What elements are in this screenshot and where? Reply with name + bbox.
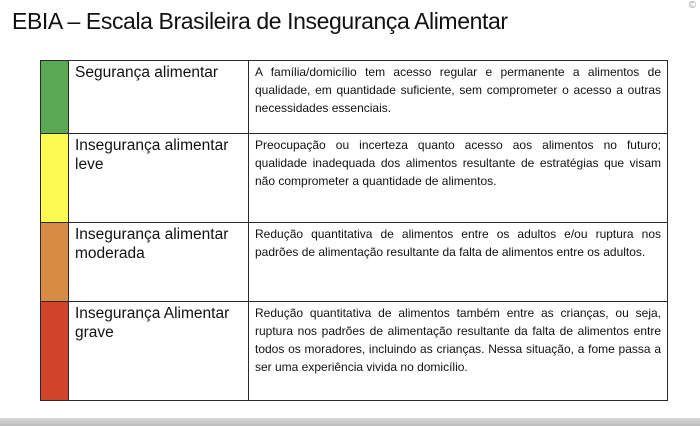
page-title: EBIA – Escala Brasileira de Insegurança Alimentar	[12, 8, 508, 34]
level-description: Redução quantitativa de alimentos também entre as crianças, ou seja, ruptura nos padrões de alimentação resultante da falta de alimentos entre todos os moradores, incluindo as crianças. Nessa situação, a fome passa a ser uma experiência vivida no domicílio.	[249, 302, 668, 401]
table-row-food-security	[41, 61, 668, 134]
bottom-divider	[0, 418, 700, 426]
table-row-severe-insecurity	[41, 302, 668, 401]
level-label: Insegurança alimentar moderada	[69, 223, 249, 302]
color-swatch-orange	[41, 223, 69, 302]
table-row-mild-insecurity	[41, 134, 668, 223]
color-swatch-red	[41, 302, 69, 401]
color-swatch-yellow	[41, 134, 69, 223]
level-description: Redução quantitativa de alimentos entre os adultos e/ou ruptura nos padrões de alimentação resultante da falta de alimentos entre os adultos.	[249, 223, 668, 302]
level-description: Preocupação ou incerteza quanto acesso aos alimentos no futuro; qualidade inadequada dos alimentos resultante de estratégias que visam não comprometer a quantidade de alimentos.	[249, 134, 668, 223]
level-label: Insegurança alimentar leve	[69, 134, 249, 223]
color-swatch-green	[41, 61, 69, 134]
level-description: A família/domicílio tem acesso regular e permanente a alimentos de qualidade, em quantidade suficiente, sem comprometer o acesso a outras necessidades essenciais.	[249, 61, 668, 134]
copyright-icon: ©	[688, 0, 696, 11]
ebia-scale-table	[40, 60, 668, 401]
level-label: Segurança alimentar	[69, 61, 249, 134]
table-row-moderate-insecurity	[41, 223, 668, 302]
level-label: Insegurança Alimentar grave	[69, 302, 249, 401]
